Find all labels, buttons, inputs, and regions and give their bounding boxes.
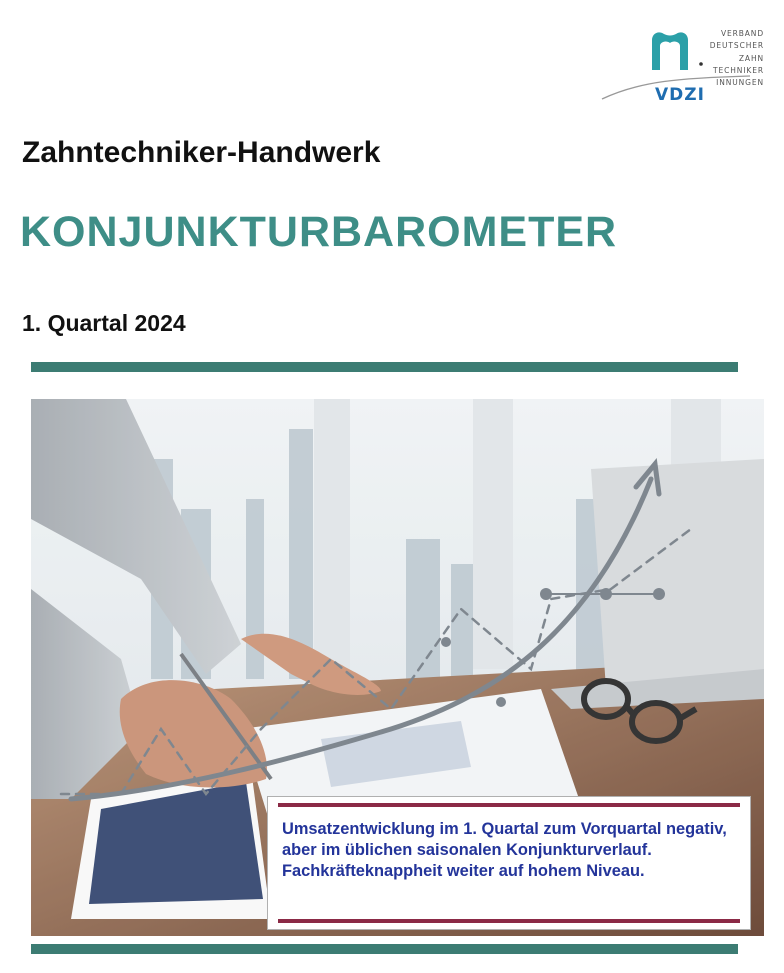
summary-text: Umsatzentwicklung im 1. Quartal zum Vorquartal negativ, aber im üblichen saisonalen Konjunkturverlauf. Fachkräfteknappheit weiter auf hohem Niveau.: [282, 820, 727, 880]
logo-word: TECHNIKER: [713, 65, 764, 75]
logo-word: VERBAND: [720, 29, 764, 38]
tooth-icon: [652, 32, 688, 70]
divider-top: [31, 362, 738, 372]
logo-wordmark: [700, 28, 764, 89]
callout-bar-bottom: [278, 919, 740, 923]
logo-word: INNUNGEN: [716, 78, 764, 88]
logo-abbr: VDZI: [655, 85, 705, 105]
document-title: KONJUNKTURBAROMETER: [20, 208, 618, 256]
document-subtitle: Zahntechniker-Handwerk: [22, 136, 381, 169]
divider-bottom: [31, 944, 738, 954]
logo-word: DEUTSCHER: [709, 41, 764, 51]
summary-callout: [267, 796, 751, 930]
logo-word: ZAHN: [738, 53, 764, 63]
callout-bar-top: [278, 803, 740, 807]
report-period: 1. Quartal 2024: [22, 310, 186, 336]
